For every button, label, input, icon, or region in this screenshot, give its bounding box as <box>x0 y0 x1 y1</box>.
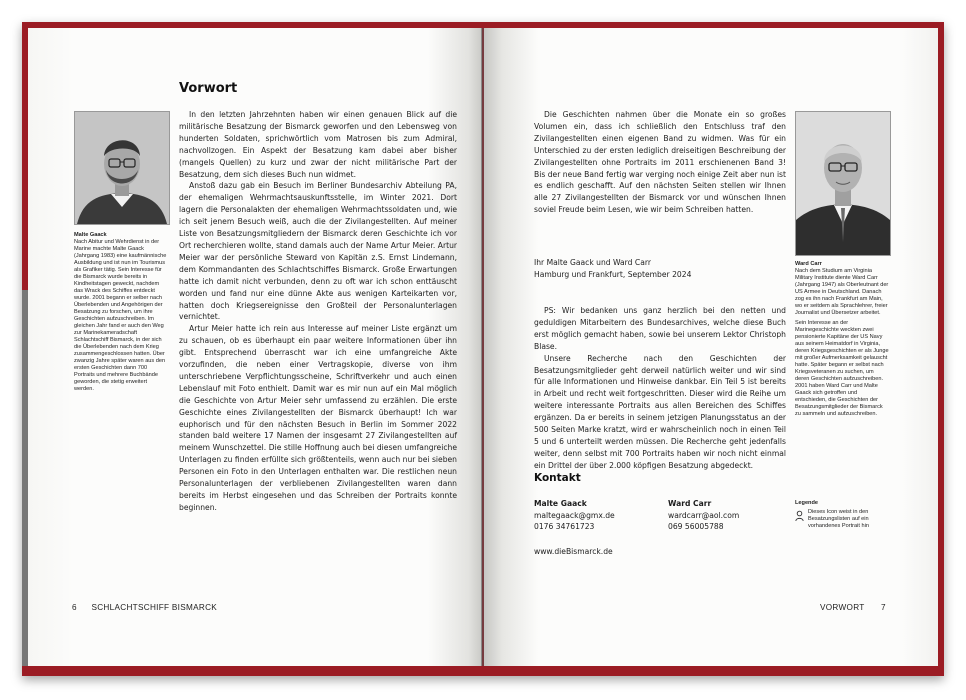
contact-phone: 0176 34761723 <box>534 522 595 531</box>
paragraph: Unsere Recherche nach den Geschichten der Besatzungsmitglieder geht derweil natürlich weiter und wir sind für alle Informationen und Hinweise dankbar. Ein Teil 5 ist bereits in Arbeit und recht weit fortgeschritten. Dieser wird die Reihe um weitere interessante Portraits aus allen Bereichen des Schiffes ergänzen. Da er bereits in seinem jetzigen Planungsstatus an der 500 Seiten Marke kratzt, wird er wahrscheinlich noch in einen Teil 5 und 6 unterteilt werden müssen. Die Recherche geht jedenfalls weiter, denn selbst mit 700 Portraits haben wir noch nicht einmal ein Drittel der über 2.000 köpfigen Besatzung abgedeckt. <box>534 353 786 470</box>
portrait-icon <box>795 510 804 522</box>
author-photo-ward-carr <box>795 111 891 256</box>
contact-email[interactable]: wardcarr@aol.com <box>668 510 740 520</box>
running-title: SCHLACHTSCHIFF BISMARCK <box>91 603 218 612</box>
page-footer-right <box>820 603 886 612</box>
contact-phone: 069 56005788 <box>668 522 724 531</box>
paragraph: Die Geschichten nahmen über die Monate ein so großes Volumen ein, dass ich schließlich den Entschluss traf den Zivilangestellten einen eigenen Band zu widmen. Was für ein Unterschied zu der ersten lediglich dreiseitigen Beschreibung der Zivilangestellten ohne Portraits im 2011 erschienenen Band 3! Bis der neue Band fertig war verging noch einige Zeit aber nun ist es endlich geschafft. Auf den nächsten Seiten stellen wir Ihnen alle 27 Zivilangestellten der Bismarck vor und wünschen Ihnen soviel Freude beim Lesen, wie wir beim Schreiben hatten. <box>534 110 786 215</box>
page-footer-left <box>72 603 217 612</box>
page-number: 7 <box>881 603 886 612</box>
signature-line: Ihr Malte Gaack und Ward Carr <box>534 258 651 267</box>
signature <box>534 257 786 281</box>
contact-name: Malte Gaack <box>534 499 587 508</box>
author-name: Ward Carr <box>795 261 822 267</box>
author-name: Malte Gaack <box>74 232 107 238</box>
running-title: VORWORT <box>820 603 865 612</box>
legend <box>795 500 889 530</box>
author-bio: Nach Abitur und Wehrdienst in der Marine machte Malte Gaack (Jahrgang 1983) eine kaufmännische Ausbildung und ist nun im Tourismus als Grafiker tätig. Sein Interesse für die Bismarck wurde bereits in Kindheitstagen geweckt, nachdem das Wrack des Schiffes entdeckt wurde. 2001 begann er selber nach Überlebenden und Angehörigen der Besatzung zu forschen, um ihre Geschichten aufzuschreiben. Im gleichen Jahr fand er auch den Weg zur Marinekameradschaft Schlachtschiff Bismarck, in der sich die Überlebenden nach dem Krieg zusammengeschlossen hatten. Über zwanzig Jahre später waren aus den ersten Geschichten dann 700 Portraits und mehrere Buchbände geworden, die stetig erweitert werden. <box>74 239 167 392</box>
author-photo-malte-gaack <box>74 111 170 225</box>
foreword-body-continued <box>534 109 786 216</box>
author-caption-right <box>795 261 889 418</box>
legend-entry <box>795 509 889 530</box>
paragraph: In den letzten Jahrzehnten haben wir einen genauen Blick auf die militärische Besatzung der Bismarck geworfen und den Lebensweg von hunderten Soldaten, sprichwörtlich vom Matrosen bis zum Admiral, nachvollzogen. Ein Aspekt der Besatzung kam dabei aber bisher (mangels Quellen) zu kurz und zwar der nicht militärische Part der Besatzung, dem sich dieses Buch nun widmet. <box>179 110 457 179</box>
postscript <box>534 305 786 472</box>
author-bio: Sein Interesse an der Marinegeschichte weckten zwei pensionierte Kapitäne der US Navy aus seinem Heimatdorf in Virginia, deren Kriegsgeschichten er als Junge mit großer Aufmerksamkeit gelauscht hatte. Später begann er selbst nach Kriegsveteranen zu suchen, um deren Geschichten aufzuschreiben. 2001 haben Ward Carr und Malte Gaack sich getroffen und entschieden, die Geschichten der Besatzungsmitglieder der Bismarck zu sammeln und aufzuschreiben. <box>795 320 889 417</box>
page-title: Vorwort <box>179 81 238 96</box>
legend-heading: Legende <box>795 500 819 506</box>
foreword-body <box>179 109 457 514</box>
portrait-image <box>796 112 890 255</box>
contact-email[interactable]: maltegaack@gmx.de <box>534 510 615 520</box>
page-number: 6 <box>72 603 77 612</box>
legend-text: Dieses Icon weist in den Besatzungslisten auf ein vorhandenes Portrait hin <box>808 509 869 529</box>
signature-line: Hamburg und Frankfurt, September 2024 <box>534 269 692 279</box>
contact-name: Ward Carr <box>668 499 712 508</box>
paragraph: Artur Meier hatte ich rein aus Interesse auf meiner Liste ergänzt um zu schauen, ob es überhaupt ein paar weitere Informationen über ihn gibt. Entsprechend überrascht war ich eine umfangreiche Akte vorzufinden, die neben einer Vertragskopie, diverse von ihm unterschriebene Verpflichtungsscheine, Schriftverkehr und auch einen Lebenslauf mit Foto enthielt. Damit war es mir nun auf ein Mal möglich die Geschichte von Artur Meier sehr umfassend zu erzählen. Die erste Geschichte eines Zivilangestellten der Bismarck überhaupt! Ich war euphorisch und für den nächsten Besuch in Berlin im Sommer 2022 standen bald weitere 17 Namen der insgesamt 27 Zivilangestellten auf meinem Wunschzettel. Die stille Hoffnung auch bei diesen umfangreiche Unterlagen zu finden erfüllte sich größtenteils, wenn auch nur bei sieben Personen ein Foto in den Unterlagen enthalten war. Die restlichen neun Personalunterlagen der verbliebenen Zivilangestellten waren dann bereits im Herbst eingesehen und das Schreiben der Portraits konnte beginnen. <box>179 324 457 512</box>
right-page <box>484 28 938 666</box>
website-link[interactable]: www.dieBismarck.de <box>534 547 613 556</box>
paragraph: PS: Wir bedanken uns ganz herzlich bei den netten und geduldigen Mitarbeitern des Bundesarchives, welche diese Buch erst möglich gemacht haben, sowie bei unserem Lektor Christoph Blase. <box>534 306 786 351</box>
author-caption-left <box>74 232 168 393</box>
contact-heading: Kontakt <box>534 472 581 484</box>
portrait-image <box>75 112 169 224</box>
paragraph: Anstoß dazu gab ein Besuch im Berliner Bundesarchiv Abteilung PA, der ehemaligen Wehrmachtsauskunftsstelle, im Winter 2021. Dort lagern die Personalakten der ehemaligen Wehrmachtssoldaten und, wie ich seit jenem Besuch weiß, auch die der Zivilangestellten. Auf meiner Liste von Besatzungsmitgliedern der Bismarck deren Geschichte ich vor Ort recherchieren wollte, stand damals auch der Name Artur Meier. Artur Meier war der persönliche Steward von Kapitän z.S. Ernst Lindemann, dem Kommandanten des Schlachtschiffes Bismarck. Große Erwartungen hatte ich damit nicht verbunden, denn zu oft war ich schon enttäuscht worden und fand nur eine dünne Akte aus wenigen Karteikarten vor, hatten doch Kriegsereignisse den Großteil der Personalunterlagen vernichtet. <box>179 181 457 322</box>
contact-ward-carr <box>668 498 739 533</box>
contact-malte-gaack <box>534 498 615 533</box>
left-page <box>28 28 482 666</box>
author-bio: Nach dem Studium am Virginia Military Institute diente Ward Carr (Jahrgang 1947) als Oberleutnant der US Armee in Deutschland. Danach zog es ihn nach Frankfurt am Main, wo er seitdem als Sprachlehrer, freier Journalist und Übersetzer arbeitet. <box>795 268 889 316</box>
